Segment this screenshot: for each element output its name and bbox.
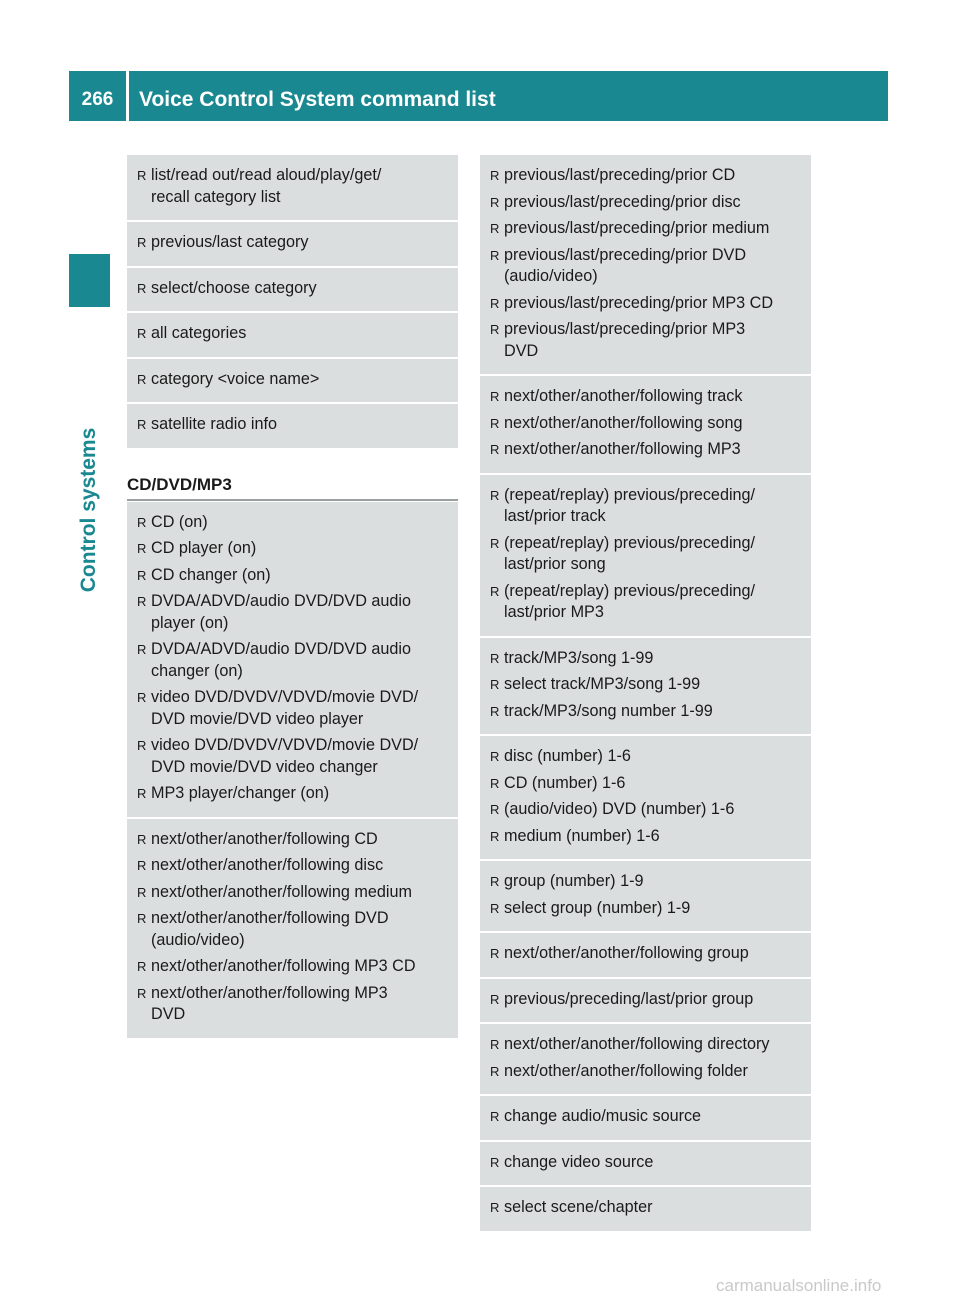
left-command-groups-bottom [127,502,458,1040]
bullet-icon: R [490,775,500,791]
command-text: next/other/another/following directory [504,1035,770,1053]
command-text: CD (number) 1-6 [504,773,626,792]
command-text: DVDA/ADVD/audio DVD/DVD audio player (on) [151,592,412,632]
bullet-icon: R [137,371,147,387]
bullet-icon: R [490,442,500,457]
command-group [480,638,811,737]
bullet-icon: R [137,690,147,705]
command-text: satellite radio info [151,415,277,433]
command-item [490,1034,807,1056]
command-item [137,414,454,436]
command-item [490,648,807,670]
bullet-icon: R [137,884,147,900]
bullet-icon: R [137,642,147,657]
command-text: (repeat/replay) previous/preceding/ last/prior track [504,485,756,525]
command-text: next/other/another/following MP3 [504,440,741,458]
command-text: previous/last/preceding/prior MP3 DVD [504,320,746,360]
command-group [127,268,458,314]
command-group [480,1024,811,1096]
command-group [480,475,811,638]
command-text: previous/last/preceding/prior DVD (audio/video) [504,245,747,285]
command-item [137,956,454,978]
command-text: group (number) 1-9 [504,872,644,890]
command-item [490,943,807,965]
bullet-icon: R [137,911,147,926]
command-item [490,192,807,214]
command-text: CD player (on) [151,539,257,557]
bullet-icon: R [137,235,147,250]
command-group [480,1187,811,1233]
command-text: previous/last/preceding/prior disc [504,192,741,211]
command-text: next/other/another/following folder [504,1061,748,1080]
command-item [137,908,454,951]
command-text: (repeat/replay) previous/preceding/ last/prior song [504,533,756,573]
command-text: disc (number) 1-6 [504,747,631,765]
command-group [480,861,811,933]
command-item [137,882,454,904]
bullet-icon: R [137,567,147,583]
bullet-icon: R [137,326,147,341]
command-text: (repeat/replay) previous/preceding/ last/prior MP3 [504,581,756,621]
bullet-icon: R [490,677,500,692]
command-text: previous/last category [151,233,309,251]
command-text: next/other/another/following disc [151,856,384,874]
command-item [490,1197,807,1219]
page-number: 266 [81,89,114,110]
command-text: all categories [151,324,247,342]
bullet-icon: R [490,583,500,599]
command-group [127,222,458,268]
command-group [127,359,458,405]
command-text: category <voice name> [151,369,320,388]
command-text: next/other/another/following MP3 CD [151,957,416,975]
command-item [137,323,454,345]
command-text: next/other/another/following DVD (audio/video) [151,909,389,949]
bullet-icon: R [490,946,500,961]
command-group [127,313,458,359]
command-group [480,155,811,376]
page-title: Voice Control System command list [139,88,496,111]
command-item [490,701,807,723]
bullet-icon: R [137,738,147,753]
command-group [480,736,811,861]
bullet-icon: R [490,389,500,404]
command-group [127,155,458,222]
command-item [490,826,807,848]
command-item [137,639,454,682]
command-text: select/choose category [151,278,317,297]
bullet-icon: R [137,831,147,847]
command-text: list/read out/read aloud/play/get/ recall category list [151,166,382,206]
bullet-icon: R [137,541,147,556]
bullet-icon: R [490,874,500,889]
command-item [137,783,454,805]
command-item [490,319,807,362]
command-item [137,591,454,634]
command-item [490,1106,807,1128]
bullet-icon: R [490,828,500,844]
side-tab-marker [69,254,110,307]
command-text: next/other/another/following song [504,413,743,432]
bullet-icon: R [137,786,147,801]
command-text: video DVD/DVDV/VDVD/movie DVD/ DVD movie/DVD video player [151,688,419,728]
command-item [490,218,807,240]
header-divider [126,71,129,121]
command-text: track/MP3/song 1-99 [504,648,654,667]
command-item [490,746,807,768]
bullet-icon: R [490,1154,500,1170]
command-item [137,538,454,560]
bullet-icon: R [490,1109,500,1124]
bullet-icon: R [490,650,500,666]
command-text: next/other/another/following MP3 DVD [151,983,388,1023]
command-item [490,674,807,696]
bullet-icon: R [490,194,500,210]
command-text: next/other/another/following group [504,944,749,962]
bullet-icon: R [490,900,500,916]
command-text: previous/last/preceding/prior CD [504,166,736,184]
bullet-icon: R [137,514,147,530]
bullet-icon: R [137,168,147,183]
command-item [490,871,807,893]
command-item [137,565,454,587]
command-group [127,404,458,450]
command-group [127,502,458,819]
command-item [490,386,807,408]
command-group [480,979,811,1025]
footer-watermark: carmanualsonline.info [716,1276,882,1295]
command-text: video DVD/DVDV/VDVD/movie DVD/ DVD movie/DVD video changer [151,736,419,776]
bullet-icon: R [137,594,147,609]
command-text: next/other/another/following medium [151,882,412,901]
command-item [490,799,807,821]
right-command-groups [480,155,811,1233]
bullet-icon: R [490,168,500,183]
command-text: next/other/another/following CD [151,829,378,848]
bullet-icon: R [490,221,500,236]
command-text: CD changer (on) [151,565,271,584]
command-text: change audio/music source [504,1107,702,1125]
command-text: select scene/chapter [504,1198,653,1216]
bullet-icon: R [490,322,500,337]
bullet-icon: R [490,1200,500,1215]
command-item [490,1152,807,1174]
command-text: next/other/another/following track [504,387,743,405]
command-text: track/MP3/song number 1-99 [504,701,713,720]
command-text: (audio/video) DVD (number) 1-6 [504,800,735,818]
command-item [490,581,807,624]
bullet-icon: R [137,959,147,974]
command-item [490,989,807,1011]
command-item [490,898,807,920]
command-item [137,512,454,534]
command-item [490,293,807,315]
command-text: select group (number) 1-9 [504,898,691,917]
bullet-icon: R [137,417,147,432]
command-item [490,773,807,795]
bullet-icon: R [490,991,500,1007]
side-section-label: Control systems [77,427,100,593]
bullet-icon: R [490,247,500,263]
command-item [490,245,807,288]
bullet-icon: R [490,802,500,817]
bullet-icon: R [490,295,500,311]
command-group [480,1096,811,1142]
command-item [137,855,454,877]
bullet-icon: R [490,487,500,503]
command-text: CD (on) [151,512,208,531]
command-text: DVDA/ADVD/audio DVD/DVD audio changer (on) [151,640,412,680]
command-text: previous/last/preceding/prior MP3 CD [504,293,774,312]
command-text: select track/MP3/song 1-99 [504,675,701,693]
bullet-icon: R [137,280,147,296]
section-heading: CD/DVD/MP3 [127,474,458,501]
command-item [137,687,454,730]
bullet-icon: R [490,1063,500,1079]
command-item [137,735,454,778]
bullet-icon: R [490,749,500,764]
command-group [480,376,811,475]
command-item [137,278,454,300]
command-item [137,829,454,851]
command-group [127,819,458,1040]
command-text: change video source [504,1152,654,1171]
bullet-icon: R [137,858,147,873]
command-text: previous/last/preceding/prior medium [504,219,770,237]
command-text: medium (number) 1-6 [504,826,660,845]
left-command-groups-top [127,155,458,450]
command-item [490,439,807,461]
bullet-icon: R [490,1037,500,1052]
command-item [490,485,807,528]
command-text: previous/preceding/last/prior group [504,989,754,1008]
command-item [137,369,454,391]
command-group [480,1142,811,1188]
command-item [490,533,807,576]
command-item [137,983,454,1026]
command-group [480,933,811,979]
bullet-icon: R [137,985,147,1001]
command-item [137,165,454,208]
command-item [490,413,807,435]
bullet-icon: R [490,703,500,719]
right-column [480,155,811,1233]
command-text: MP3 player/changer (on) [151,784,330,802]
command-item [137,232,454,254]
command-item [490,165,807,187]
bullet-icon: R [490,415,500,431]
bullet-icon: R [490,535,500,551]
left-column [127,155,458,1040]
command-item [490,1061,807,1083]
